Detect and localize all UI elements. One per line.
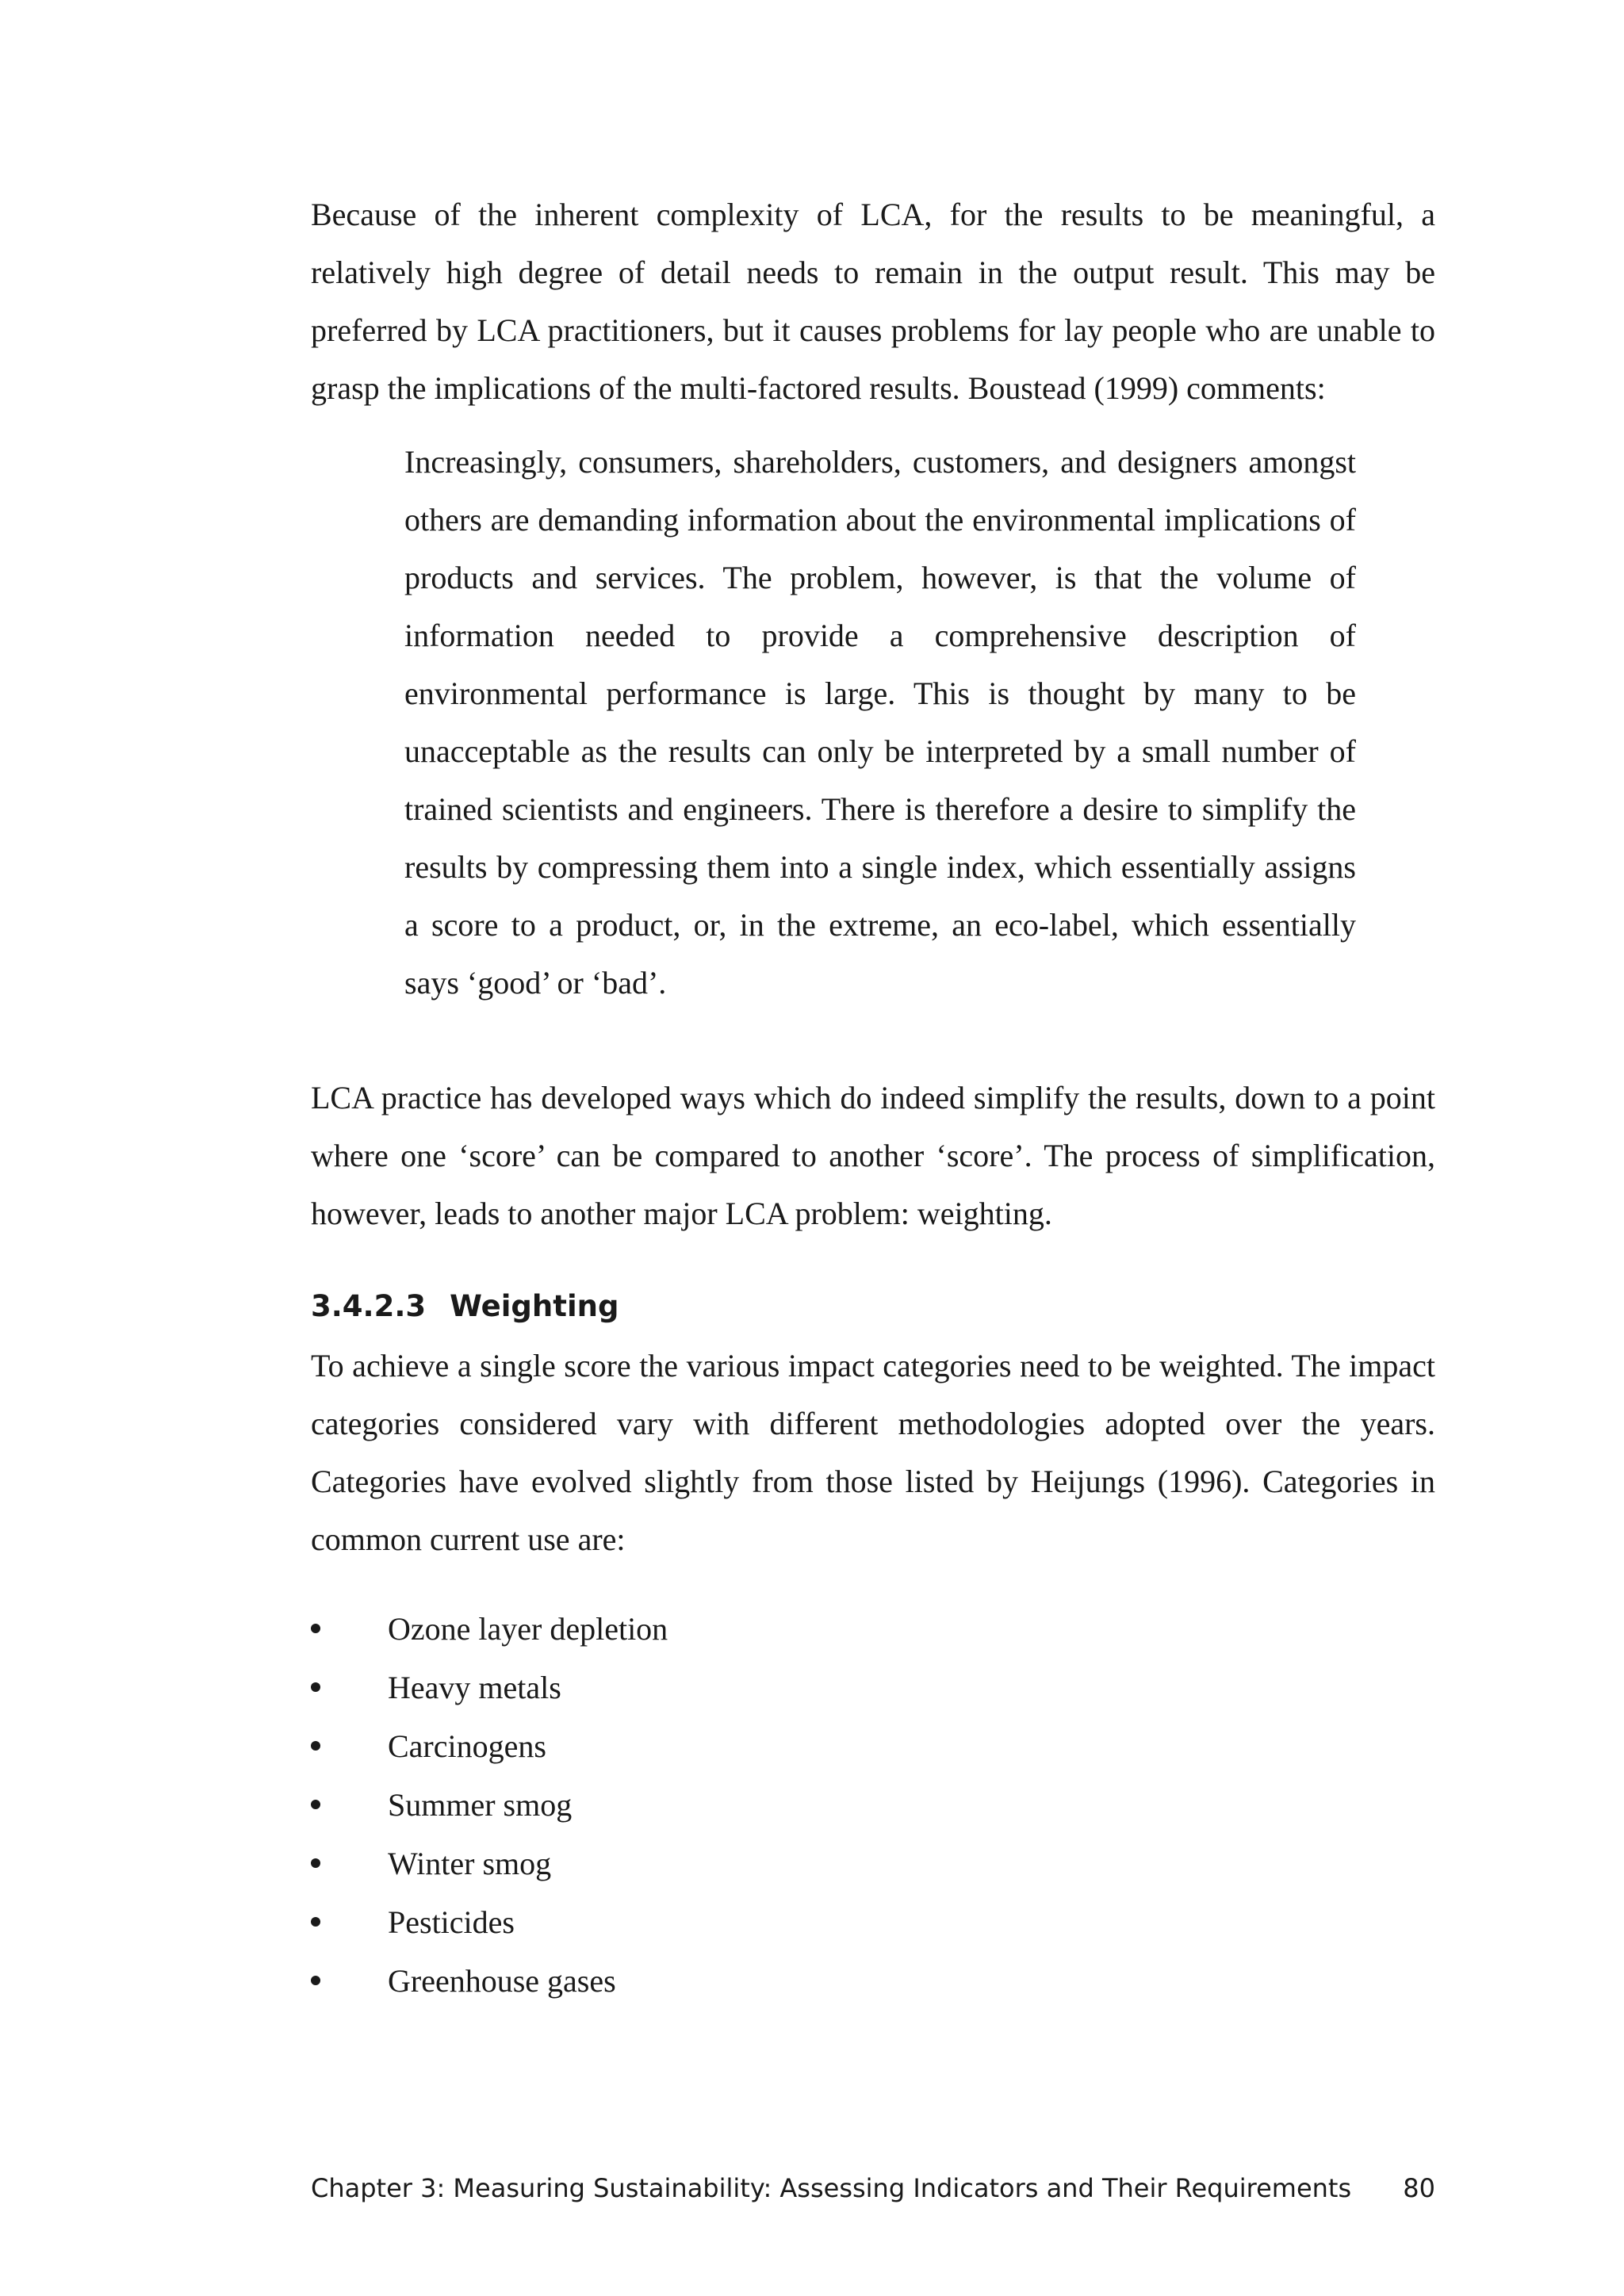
- bullet-icon: [311, 1800, 320, 1809]
- bullet-icon: [311, 1858, 320, 1868]
- list-item: Ozone layer depletion: [311, 1600, 668, 1659]
- bullet-icon: [311, 1682, 320, 1692]
- section-heading: [311, 1283, 619, 1330]
- bullet-icon: [311, 1624, 320, 1633]
- list-item: Heavy metals: [311, 1659, 668, 1717]
- list-item: Carcinogens: [311, 1717, 668, 1776]
- practice-paragraph: LCA practice has developed ways which do indeed simplify the results, down to a point where one ‘score’ can be compared to another ‘score’. The process of simplification, however, leads to another major LCA problem: weighting.: [311, 1080, 1435, 1231]
- section-number: 3.4.2.3: [311, 1289, 427, 1323]
- weighting-paragraph: To achieve a single score the various impact categories need to be weighted. The impact categories considered vary with different methodologies adopted over the years. Categories have evolved slightly from those listed by Heijungs (1996). Categories in common current use are:: [311, 1348, 1435, 1557]
- impact-category-list: [311, 1600, 668, 2011]
- page-number: 80: [1403, 2173, 1435, 2203]
- list-item: Greenhouse gases: [311, 1952, 668, 2011]
- list-item: Summer smog: [311, 1776, 668, 1835]
- list-item: Winter smog: [311, 1835, 668, 1893]
- footer-chapter-title: Chapter 3: Measuring Sustainability: Assessing Indicators and Their Requirements: [311, 2173, 1352, 2203]
- bullet-icon: [311, 1976, 320, 1985]
- intro-paragraph: Because of the inherent complexity of LCA, for the results to be meaningful, a relatively high degree of detail needs to remain in the output result. This may be preferred by LCA practitioners, but it causes problems for lay people who are unable to grasp the implications of the multi-factored results. Boustead (1999) comments:: [311, 197, 1435, 406]
- bullet-icon: [311, 1917, 320, 1927]
- list-item: Pesticides: [311, 1893, 668, 1952]
- section-title: Weighting: [450, 1289, 619, 1323]
- block-quote: Increasingly, consumers, shareholders, customers, and designers amongst others are demanding information about the environmental implications of products and services. The problem, however, is that the volume of information needed to provide a comprehensive description of environmental performance is large. This is thought by many to be unacceptable as the results can only be interpreted by a small number of trained scientists and engineers. There is therefore a desire to simplify the results by compressing them into a single index, which essentially assigns a score to a product, or, in the extreme, an eco-label, which essentially says ‘good’ or ‘bad’.: [404, 444, 1356, 1001]
- bullet-icon: [311, 1741, 320, 1751]
